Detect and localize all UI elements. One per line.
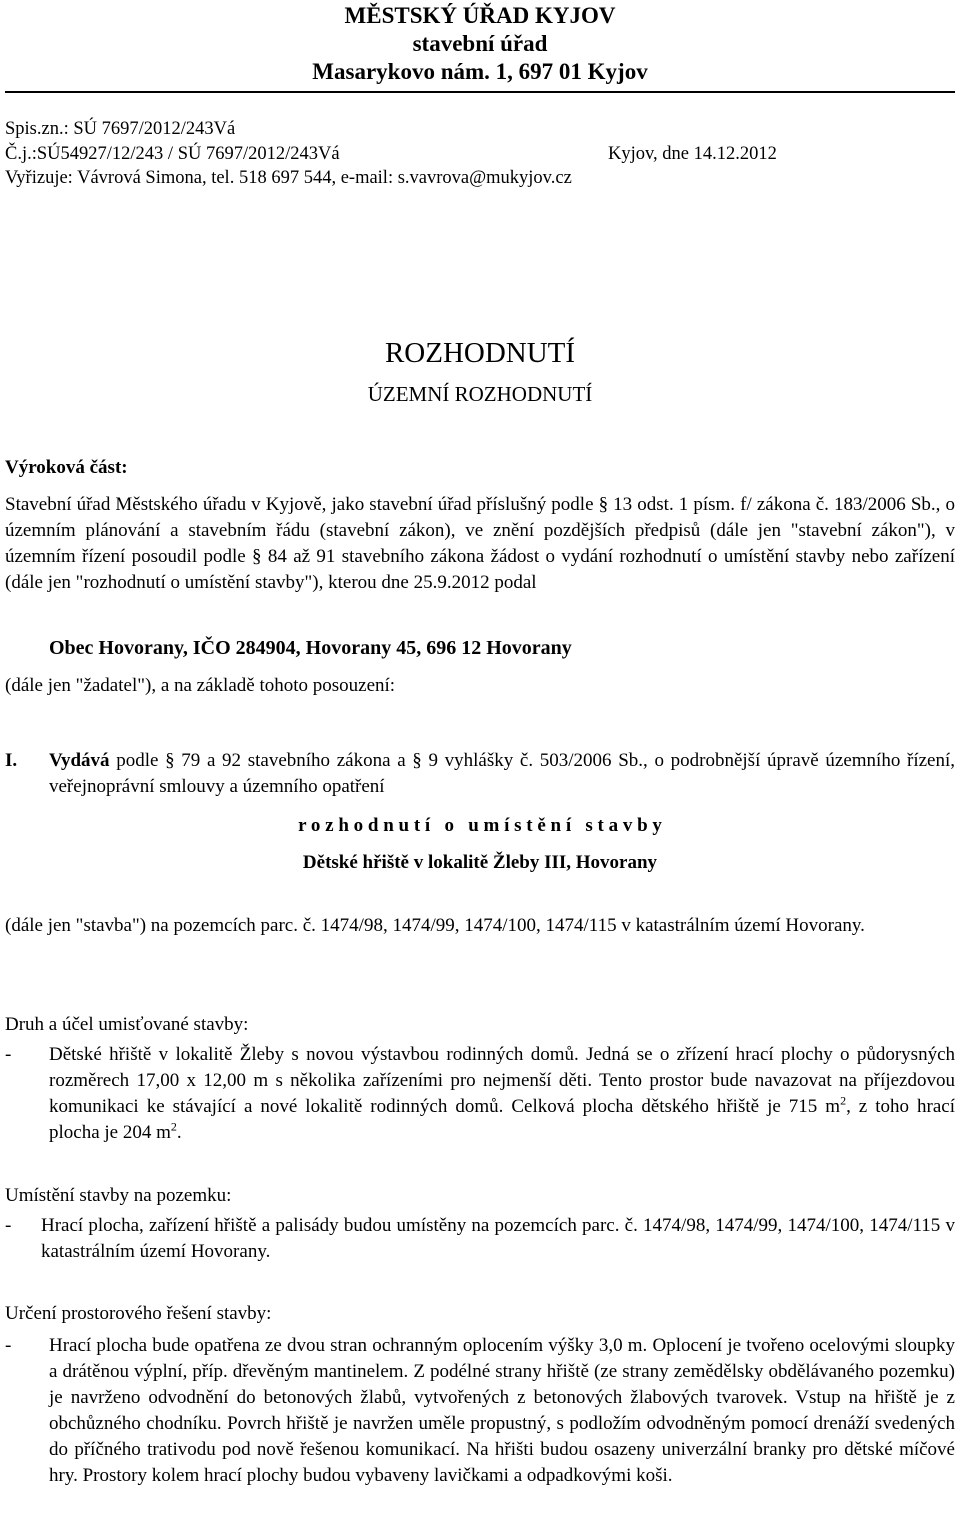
dash-bullet: - (5, 1044, 12, 1065)
umisteni-text: Hrací plocha, zařízení hřiště a palisády budou umístěny na pozemcích parc. č. 1474/98, 1474/99, 1474/100, 1474/115 v katastrálním území Hovorany. (41, 1215, 955, 1262)
section-heading: Výroková část: (5, 457, 128, 478)
office-name: MĚSTSKÝ ÚŘAD KYJOV (344, 3, 616, 28)
sup-2b: 2 (170, 1119, 177, 1134)
reference-number: Č.j.:SÚ54927/12/243 / SÚ 7697/2012/243Vá (5, 144, 340, 164)
department-name: stavební úřad (412, 31, 548, 56)
parcels-paragraph: (dále jen "stavba") na pozemcích parc. č. 1474/98, 1474/99, 1474/100, 1474/115 v katastrálním území Hovorany. (5, 915, 865, 936)
umisteni-item (5, 1213, 955, 1265)
spaced-title: r o z h o d n u t í o u m í s t ě n í s t a v b y (298, 815, 662, 836)
document-date: Kyjov, dne 14.12.2012 (608, 144, 777, 164)
urceni-text: Hrací plocha bude opatřena ze dvou stran ochranným oplocením výšky 3,0 m. Oplocení je tvořeno ocelovými sloupky a drátěnou výplní, příp. dřevěným mantinelem. Z podélné strany hřiště (ze strany zemědělsky obdělávaného pozemku) je navrženo odvodnění do betonových žlabů, vytvořených z betonových žlabových tvarovek. Vstup na hřiště je z obchůzného chodníku. Povrch hřiště je navržen uměle propustný, s podložím odvodněným pomocí drenáží svedených do příčného trativodu pod nově řešenou komunikací. Na hřišti budou osazeny univerzální branky pro dětské míčové hry. Prostory kolem hrací plochy budou vybaveny lavičkami a odpadkovými koši. (49, 1335, 955, 1486)
sup-2a: 2 (840, 1093, 847, 1108)
reference-line (5, 142, 955, 166)
applicant-note: (dále jen "žadatel"), a na základě tohoto posouzení: (5, 675, 396, 696)
umisteni-heading: Umístění stavby na pozemku: (5, 1185, 232, 1206)
druh-item (5, 1042, 955, 1146)
dash-bullet: - (5, 1335, 12, 1356)
druh-text (49, 1042, 955, 1146)
point-number: I. (5, 750, 18, 771)
header-divider (5, 91, 955, 93)
project-name: Dětské hřiště v lokalitě Žleby III, Hovorany (302, 852, 658, 873)
urceni-item (5, 1333, 955, 1489)
druh-period: . (176, 1122, 182, 1143)
decision-subtitle: ÚZEMNÍ ROZHODNUTÍ (367, 382, 593, 406)
intro-paragraph: Stavební úřad Městského úřadu v Kyjově, jako stavební úřad příslušný podle § 13 odst. 1 písm. f/ zákona č. 183/2006 Sb., o územním plánování a stavebním řádu (stavební zákon), ve znění pozdějších předpisů (dále jen "stavební zákon"), v územním řízení posoudil podle § 84 až 91 stavebního zákona žádost o vydání rozhodnutí o umístění stavby nebo zařízení (dále jen "rozhodnutí o umístění stavby"), kterou dne 25.9.2012 podal (5, 494, 955, 593)
urceni-heading: Určení prostorového řešení stavby: (5, 1303, 272, 1324)
decision-title: ROZHODNUTÍ (384, 337, 576, 369)
druh-text-a: Dětské hřiště v lokalitě Žleby s novou výstavbou rodinných domů. Jedná se o zřízení hrací plochy o půdorysných rozměrech 17,00 x 12,00 m s několika zařízeními pro nejmenší děti. Tento prostor bude navazovat na příjezdovou komunikaci ke stávající a nové lokalitě rodinných domů. Celková plocha dětského hřiště je 715 m (49, 1044, 955, 1117)
dash-bullet: - (5, 1215, 12, 1236)
contact-line: Vyřizuje: Vávrová Simona, tel. 518 697 544, e-mail: s.vavrova@mukyjov.cz (5, 168, 572, 188)
office-address: Masarykovo nám. 1, 697 01 Kyjov (312, 59, 648, 84)
druh-text-b: , z toho hrací plocha je 204 m (49, 1096, 955, 1143)
druh-heading: Druh a účel umisťované stavby: (5, 1014, 249, 1035)
letterhead (0, 2, 960, 86)
file-number: Spis.zn.: SÚ 7697/2012/243Vá (5, 119, 236, 139)
issues-verb: Vydává (49, 750, 110, 771)
issues-paragraph (49, 748, 955, 800)
applicant: Obec Hovorany, IČO 284904, Hovorany 45, 696 12 Hovorany (49, 637, 572, 659)
issues-text: podle § 79 a 92 stavebního zákona a § 9 vyhlášky č. 503/2006 Sb., o podrobnější úpravě územního řízení, veřejnoprávní smlouvy a územního opatření (49, 750, 955, 797)
